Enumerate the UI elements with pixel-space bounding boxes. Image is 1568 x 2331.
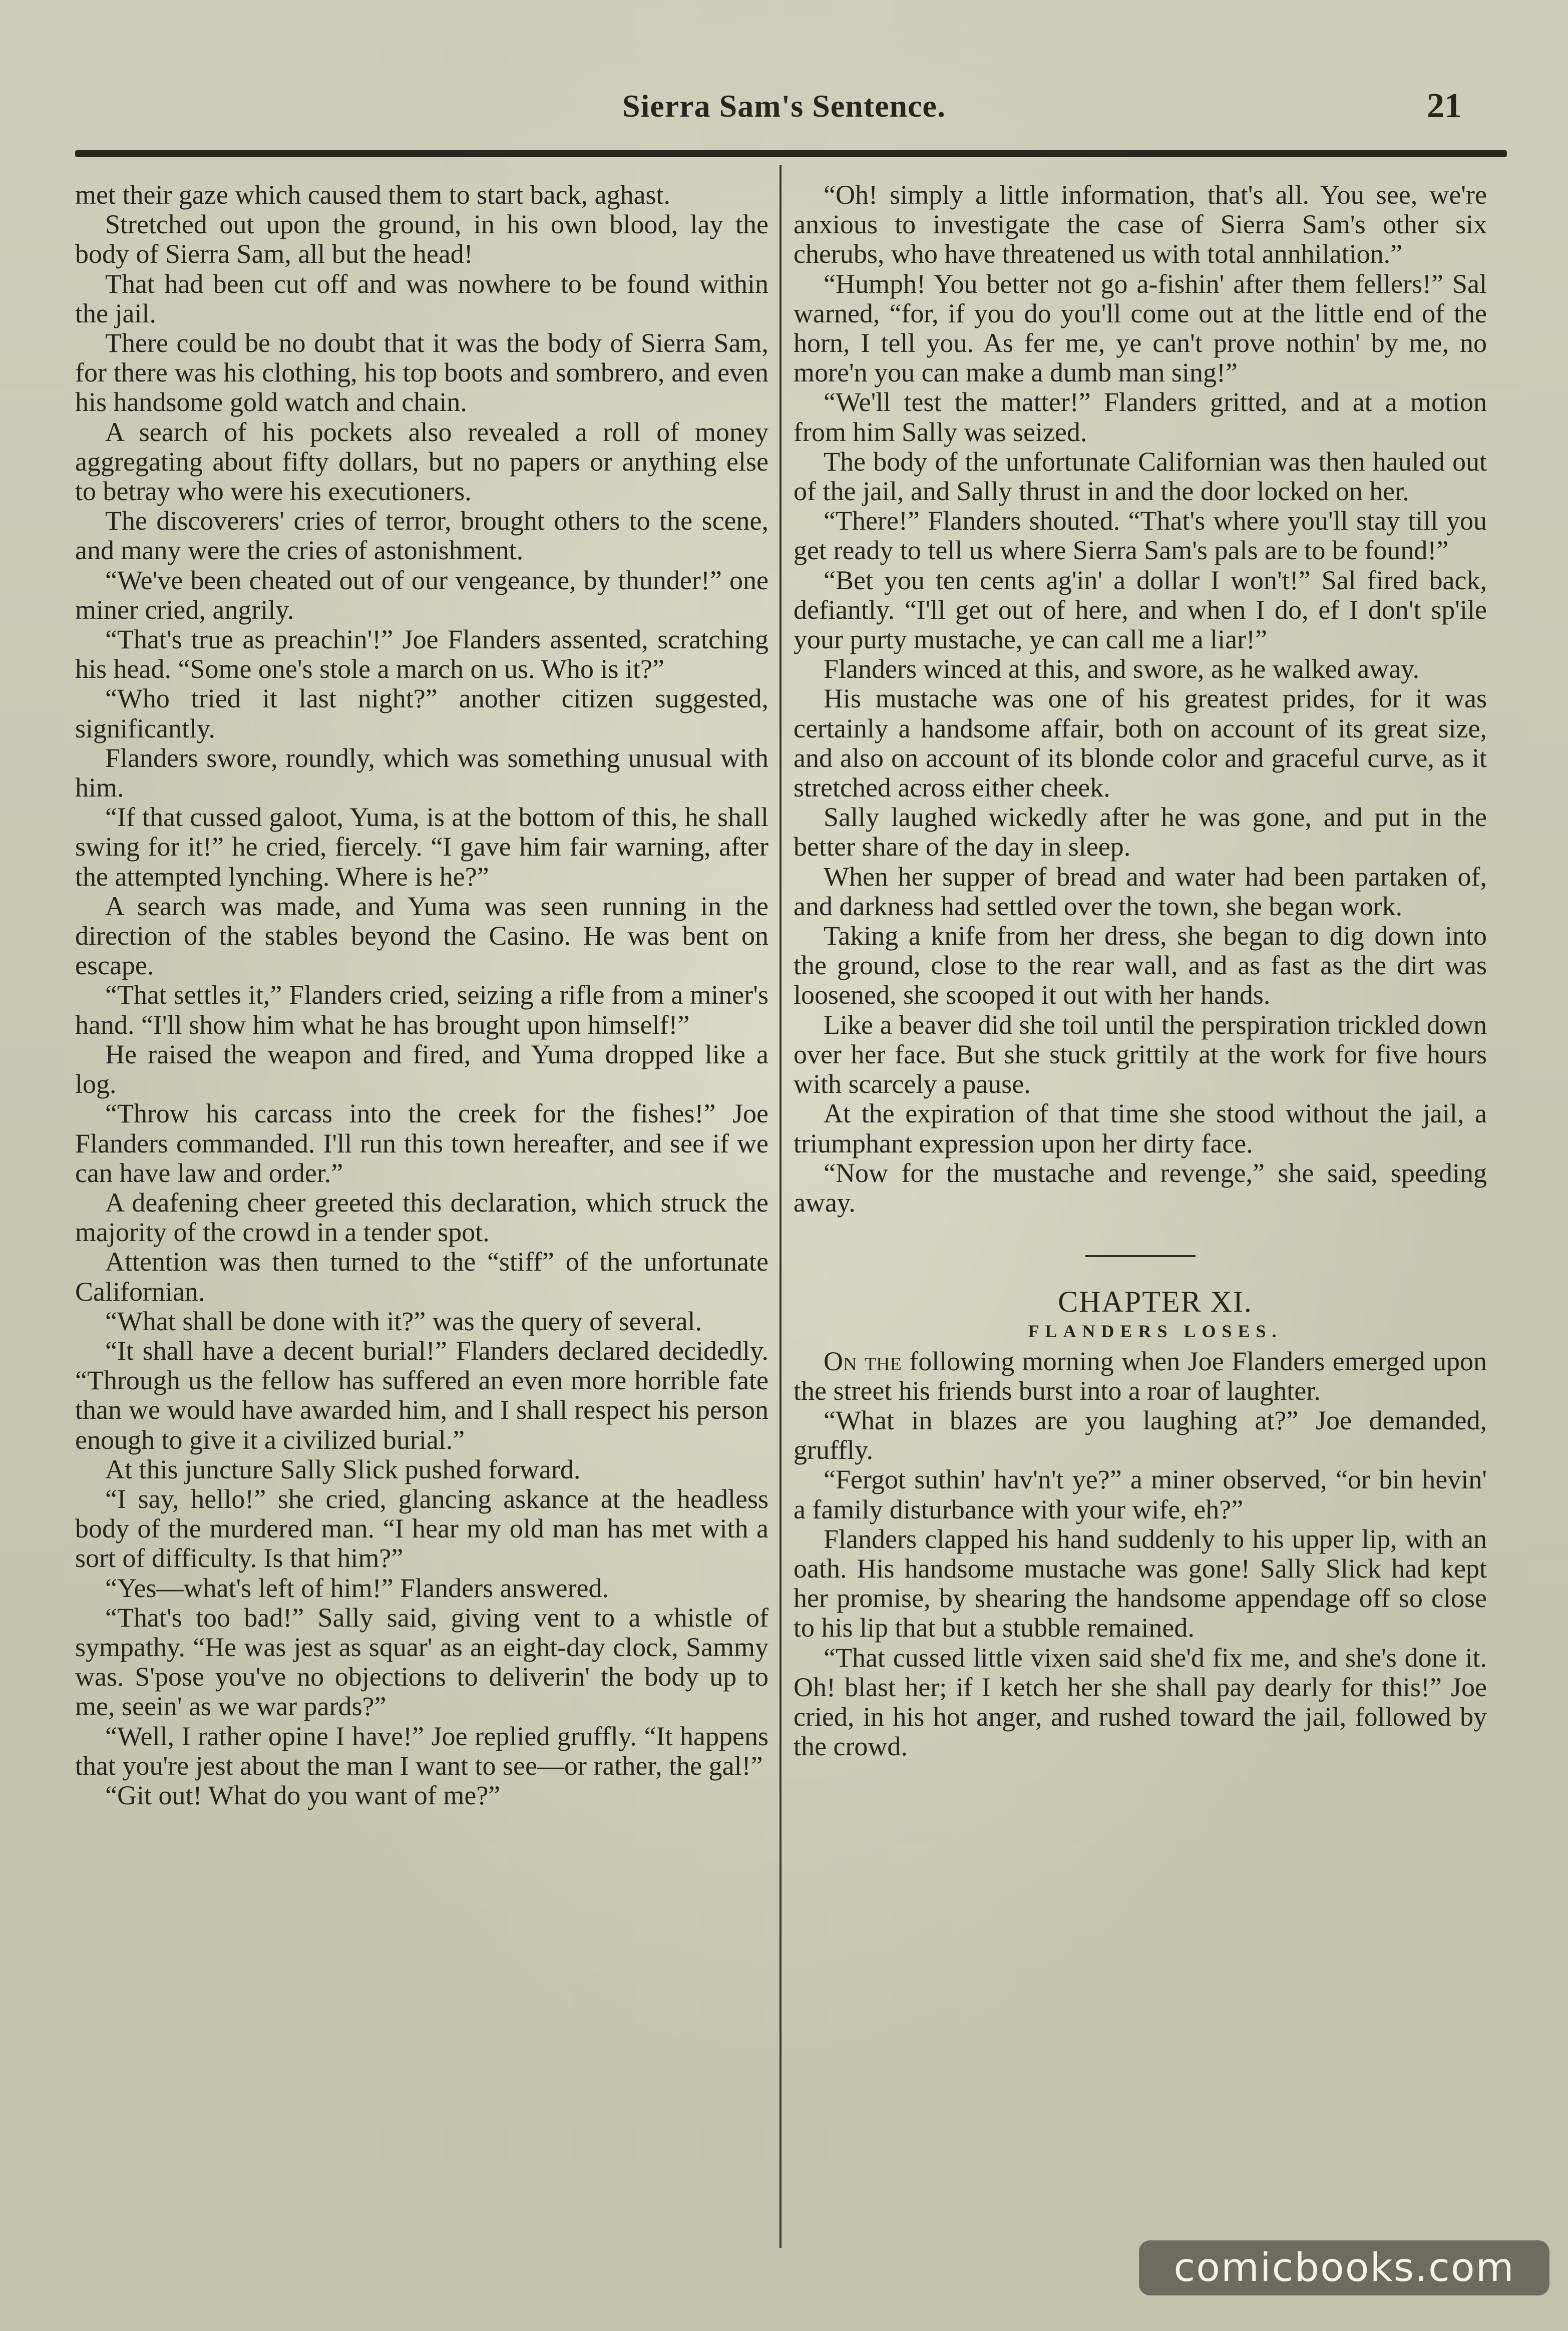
paragraph-text: met their gaze which caused them to start back, aghast. (75, 180, 671, 210)
paragraph (75, 1484, 768, 1574)
paragraph (794, 654, 1487, 684)
paragraph (75, 1247, 768, 1306)
paragraph-text: “We'll test the matter!” Flanders gritted, and at a motion from him Sally was seized. (794, 387, 1487, 447)
paragraph (75, 892, 768, 981)
paragraph-text: The body of the unfortunate Californian was then hauled out of the jail, and Sally thrust in and the door locked on her. (794, 446, 1487, 507)
paragraph (75, 1188, 768, 1247)
paragraph (75, 684, 768, 743)
paragraph (794, 387, 1487, 447)
paragraph (75, 328, 768, 418)
paragraph (794, 921, 1487, 1010)
watermark-logo: comicbooks.com (1139, 2240, 1549, 2295)
paragraph-text: A search of his pockets also revealed a roll of money aggregating about fifty dollars, but no papers or anything else to betray who were his executioners. (75, 417, 768, 507)
paragraph-text: “Humph! You better not go a-fishin' after them fellers!” Sal warned, “for, if you do you'll come out at the little end of the horn, I tell you. As fer me, ye can't prove nothin' by me, no more'n you can make a dumb man sing!” (794, 268, 1487, 388)
paragraph (794, 1524, 1487, 1643)
paragraph-text: “Bet you ten cents ag'in' a dollar I won't!” Sal fired back, defiantly. “I'll get out of here, and when I do, ef I don't sp'ile your purty mustache, ye can call me a liar!” (794, 565, 1487, 655)
paragraph (75, 210, 768, 269)
left-column (75, 180, 768, 1810)
paragraph-text: “Git out! What do you want of me?” (105, 1780, 501, 1810)
paragraph-text: “Throw his carcass into the creek for the fishes!” Joe Flanders commanded. I'll run this town hereafter, and see if we can have law and order.” (75, 1098, 768, 1188)
paragraph (75, 743, 768, 803)
paragraph-text: Flanders winced at this, and swore, as he walked away. (824, 654, 1420, 684)
paragraph (75, 269, 768, 328)
paragraph-text: “That's true as preachin'!” Joe Flanders assented, scratching his head. “Some one's stole a march on us. Who is it?” (75, 624, 768, 684)
paragraph (75, 1603, 768, 1722)
paragraph-text: “That settles it,” Flanders cried, seizing a rifle from a miner's hand. “I'll show him what he has brought upon himself!” (75, 980, 768, 1040)
paragraph (75, 980, 768, 1039)
paragraph-text: A search was made, and Yuma was seen running in the direction of the stables beyond the Casino. He was bent on escape. (75, 891, 768, 981)
chapter-title: CHAPTER XI. (1058, 1285, 1253, 1319)
paragraph-text: A deafening cheer greeted this declaration, which struck the majority of the crowd in a tender spot. (75, 1187, 768, 1248)
paragraph (794, 566, 1487, 655)
paragraph (794, 1643, 1487, 1762)
paragraph (75, 1307, 768, 1336)
paragraph (75, 506, 768, 565)
paragraph-text: Sally laughed wickedly after he was gone, and put in the better share of the day in sleep. (794, 802, 1487, 862)
paragraph (794, 1406, 1487, 1465)
column-divider (779, 165, 781, 2248)
paragraph-text: Stretched out upon the ground, in his own blood, lay the body of Sierra Sam, all but the head! (75, 209, 768, 269)
paragraph (75, 1336, 768, 1455)
paragraph (794, 269, 1487, 388)
paragraph (794, 1010, 1487, 1099)
paragraph-lead-words: On the (824, 1346, 902, 1376)
paragraph-text: Attention was then turned to the “stiff” of the unfortunate Californian. (75, 1247, 768, 1307)
paragraph (75, 1781, 768, 1810)
paragraph-text: “Yes—what's left of him!” Flanders answered. (105, 1573, 609, 1603)
paragraph (794, 1099, 1487, 1158)
paragraph-text: That had been cut off and was nowhere to be found within the jail. (75, 268, 768, 328)
right-column-bottom (794, 1347, 1487, 1762)
paragraph-text: “It shall have a decent burial!” Flanders declared decidedly. “Through us the fellow has suffered an even more horrible fate than we would have awarded him, and I shall respect his person enough to give it a civilized burial.” (75, 1335, 768, 1455)
paragraph-text: “Who tried it last night?” another citizen suggested, significantly. (75, 683, 768, 743)
paragraph-text: He raised the weapon and fired, and Yuma dropped like a log. (75, 1039, 768, 1099)
paragraph (75, 1099, 768, 1188)
paragraph-text: At this juncture Sally Slick pushed forward. (105, 1454, 581, 1484)
paragraph (794, 447, 1487, 506)
paragraph (75, 1574, 768, 1603)
header-rule (75, 150, 1507, 157)
paragraph-text: There could be no doubt that it was the body of Sierra Sam, for there was his clothing, his top boots and sombrero, and even his handsome gold watch and chain. (75, 328, 768, 418)
paragraph (75, 625, 768, 684)
running-head: Sierra Sam's Sentence. (622, 88, 946, 124)
paragraph-text: “If that cussed galoot, Yuma, is at the bottom of this, he shall swing for it!” he cried, fiercely. “I gave him fair warning, after the attempted lynching. Where is he?” (75, 802, 768, 892)
paragraph-text: The discoverers' cries of terror, brought others to the scene, and many were the cries of astonishment. (75, 506, 768, 566)
paragraph (794, 803, 1487, 862)
right-column-top (794, 180, 1487, 1218)
page-number: 21 (1427, 87, 1462, 125)
paragraph (75, 566, 768, 625)
paragraph (794, 1158, 1487, 1218)
paragraph-text: “We've been cheated out of our vengeance, by thunder!” one miner cried, angrily. (75, 565, 768, 625)
paragraph (75, 803, 768, 892)
paragraph-text: “That's too bad!” Sally said, giving vent to a whistle of sympathy. “He was jest as squar' as an eight-day clock, Sammy was. S'pose you've no objections to deliverin' the body up to me, seein' as we war pards?” (75, 1602, 768, 1722)
paragraph-text: His mustache was one of his greatest prides, for it was certainly a handsome affair, both on account of its great size, and also on account of its blonde color and graceful curve, as it stretched across either cheek. (794, 683, 1487, 803)
paragraph-text: “What shall be done with it?” was the query of several. (105, 1306, 702, 1336)
paragraph-text: Flanders swore, roundly, which was something unusual with him. (75, 742, 768, 803)
paragraph-text: “Oh! simply a little information, that's all. You see, we're anxious to investigate the case of Sierra Sam's other six cherubs, who have threatened us with total annhilation.” (794, 180, 1487, 269)
paragraph-text: Flanders clapped his hand suddenly to his upper lip, with an oath. His handsome mustache was gone! Sally Slick had kept her promise, by shearing the handsome appendage off so close to his lip that but a stubble remained. (794, 1523, 1487, 1643)
chapter-rule (1085, 1255, 1196, 1257)
paragraph-text: “Well, I rather opine I have!” Joe replied gruffly. “It happens that you're jest about the man I want to see—or rather, the gal!” (75, 1721, 768, 1781)
paragraph (794, 1465, 1487, 1524)
paragraph-text: following morning when Joe Flanders emerged upon the street his friends burst into a roar of laughter. (794, 1346, 1487, 1406)
paragraph (794, 1347, 1487, 1406)
paragraph-text: At the expiration of that time she stood without the jail, a triumphant expression upon her dirty face. (794, 1098, 1487, 1158)
paragraph (794, 862, 1487, 921)
paragraph-text: Like a beaver did she toil until the perspiration trickled down over her face. But she stuck grittily at the work for five hours with scarcely a pause. (794, 1009, 1487, 1099)
paragraph (794, 180, 1487, 269)
paragraph (75, 418, 768, 507)
paragraph-text: “There!” Flanders shouted. “That's where you'll stay till you get ready to tell us where Sierra Sam's pals are to be found!” (794, 506, 1487, 566)
paragraph-text: Taking a knife from her dress, she began to dig down into the ground, close to the rear wall, and as fast as the dirt was loosened, she scooped it out with her hands. (794, 921, 1487, 1010)
paragraph-text: “Fergot suthin' hav'n't ye?” a miner observed, “or bin hevin' a family disturbance with your wife, eh?” (794, 1464, 1487, 1524)
paragraph (75, 180, 768, 210)
chapter-subtitle: FLANDERS LOSES. (1028, 1321, 1283, 1342)
paragraph (75, 1040, 768, 1099)
paragraph (794, 684, 1487, 803)
right-column (794, 180, 1487, 1761)
paragraph (75, 1722, 768, 1781)
paragraph-text: “That cussed little vixen said she'd fix me, and she's done it. Oh! blast her; if I ketch her she shall pay dearly for this!” Joe cried, in his hot anger, and rushed toward the jail, followed by the crowd. (794, 1642, 1487, 1762)
paragraph-text: “Now for the mustache and revenge,” she said, speeding away. (794, 1157, 1487, 1218)
paragraph-text: When her supper of bread and water had been partaken of, and darkness had settled over the town, she began work. (794, 861, 1487, 921)
paragraph (75, 1455, 768, 1484)
paragraph-text: “What in blazes are you laughing at?” Joe demanded, gruffly. (794, 1405, 1487, 1465)
paragraph-text: “I say, hello!” she cried, glancing askance at the headless body of the murdered man. “I hear my old man has met with a sort of difficulty. Is that him?” (75, 1483, 768, 1574)
paragraph (794, 506, 1487, 565)
